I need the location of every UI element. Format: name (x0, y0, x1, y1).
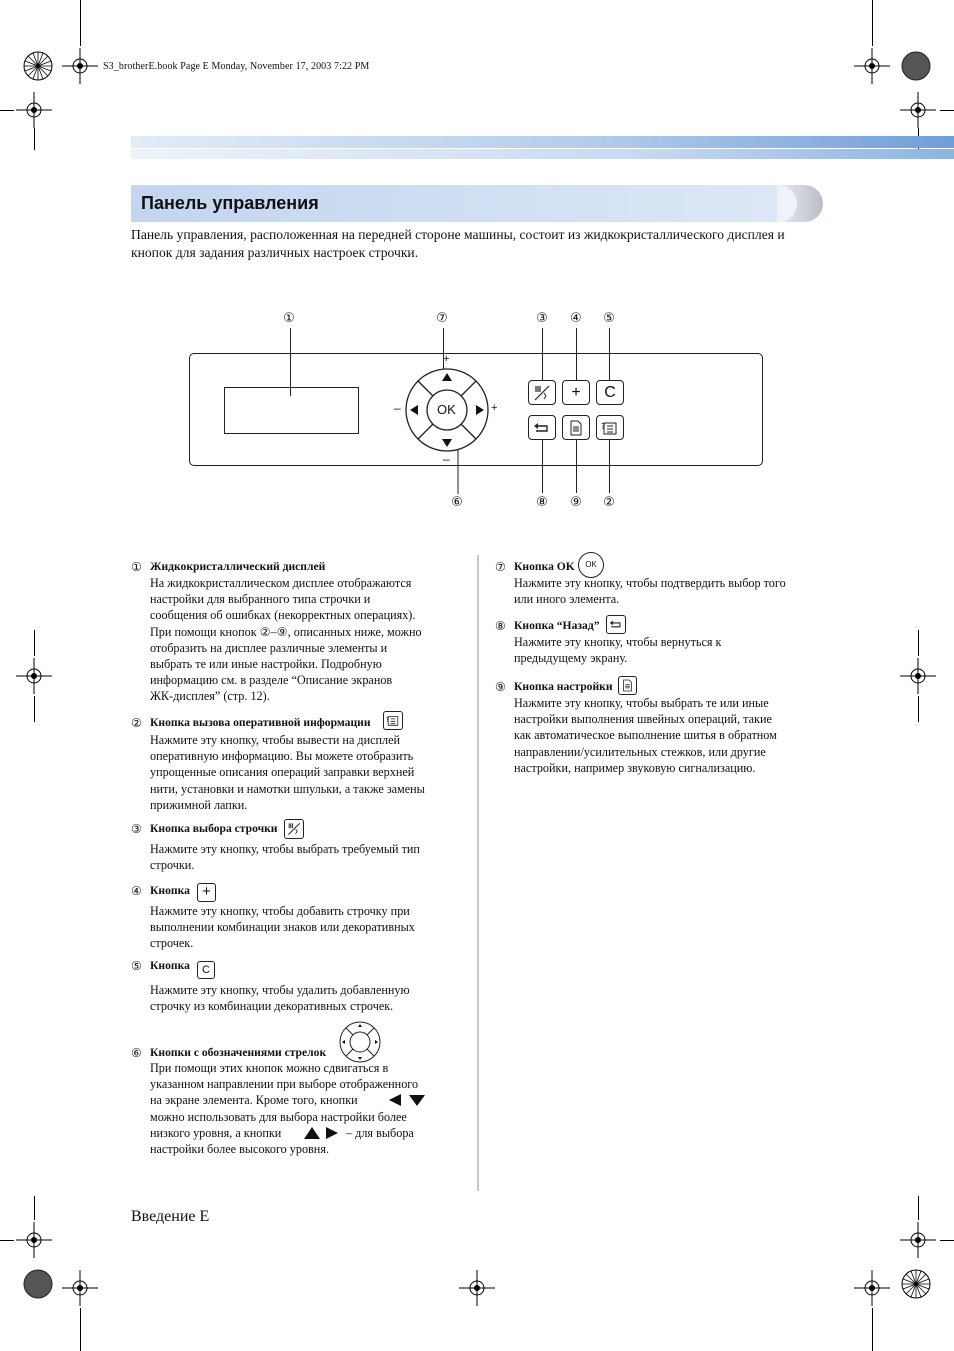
clear-key-icon: C (197, 961, 215, 979)
item-title: Кнопка (150, 884, 190, 897)
up-right-arrows-icon (303, 1126, 343, 1140)
back-key-icon (606, 615, 626, 634)
item-text-line: указанном направлении при выборе отображенного (150, 1077, 419, 1092)
file-info-line: S3_brotherE.book Page E Monday, November 17, 2003 7:22 PM (103, 61, 370, 72)
callout-7: ⑦ (436, 311, 448, 326)
callout-5: ⑤ (603, 311, 615, 326)
lcd-display (224, 387, 359, 434)
leader-line (576, 328, 577, 381)
item-number: ⑦ (495, 560, 506, 574)
item-number: ① (131, 560, 142, 574)
item-title: Кнопка выбора строчки (150, 822, 278, 835)
crop-line (940, 1240, 954, 1241)
item-number: ⑨ (495, 680, 506, 694)
item-text-line (150, 1125, 418, 1141)
item-text: Нажмите эту кнопку, чтобы выбрать те или иные настройки выполнения швейных операций, такие как автоматическое выполнение шитья в обратном направлении/усилительных стежков, или другие настройки, например звуковую сигнализацию. (514, 696, 777, 775)
item-text: Нажмите эту кнопку, чтобы удалить добавленную строчку из комбинации декоративных строчек. (150, 983, 410, 1014)
item-text-line: При помощи этих кнопок можно сдвигаться в (150, 1061, 389, 1075)
item-number: ② (131, 716, 142, 730)
item-3-stitch-select (131, 821, 471, 877)
item-text-line: можно использовать для выбора настройки более (150, 1109, 407, 1124)
settings-sheet-icon (569, 420, 583, 436)
stitch-select-key[interactable] (528, 380, 556, 405)
page-footer: Введение E (131, 1208, 210, 1225)
leader-line (609, 328, 610, 381)
intro-paragraph: Панель управления, расположенная на передней стороне машины, состоит из жидкокристаллического дисплея и кнопок для задания различных настроек строчки. (131, 227, 785, 260)
help-key-icon (383, 711, 403, 730)
item-text-fragment: на экране элемента. Кроме того, кнопки (150, 1093, 358, 1108)
clear-key[interactable]: C (596, 380, 624, 405)
crop-line (872, 0, 873, 46)
item-2-help (131, 715, 471, 815)
callout-6: ⑥ (451, 495, 463, 510)
print-gray-dot-mark (900, 50, 932, 82)
item-title: Кнопки с обозначениями стрелок (150, 1046, 327, 1059)
plus-level-top: + (443, 353, 450, 365)
section-title-bar (131, 185, 823, 222)
svg-text:?: ? (385, 715, 390, 724)
item-number: ③ (131, 822, 142, 836)
crop-line (940, 110, 954, 111)
stitch-pattern-icon (532, 383, 552, 403)
item-1-lcd (131, 559, 471, 709)
stitch-select-key-icon (284, 819, 304, 839)
item-text: Нажмите эту кнопку, чтобы подтвердить выбор того или иного элемента. (514, 576, 786, 607)
crop-line (918, 630, 919, 656)
item-6-arrows (131, 1020, 476, 1160)
minus-level-bottom: – (443, 452, 450, 466)
return-arrow-icon (533, 421, 551, 435)
crop-line (34, 630, 35, 656)
add-key-icon: + (197, 883, 216, 902)
crop-line (80, 1308, 81, 1351)
settings-key[interactable] (562, 415, 590, 440)
item-text-fragment: низкого уровня, а кнопки (150, 1125, 282, 1140)
leader-line (290, 328, 291, 396)
leader-line (576, 440, 577, 493)
crop-line (34, 696, 35, 722)
item-number: ④ (131, 884, 142, 898)
section-title: Панель управления (141, 193, 319, 213)
item-5-clear (131, 958, 471, 1018)
item-number: ⑤ (131, 959, 142, 973)
minus-level-left: – (394, 401, 401, 415)
crosshair-mark (459, 1270, 495, 1306)
item-8-back (495, 618, 835, 674)
ok-key-label: OK (437, 402, 456, 417)
item-text: Нажмите эту кнопку, чтобы вернуться к предыдущему экрану. (514, 635, 722, 666)
crosshair-mark (16, 92, 52, 128)
crop-line (34, 128, 35, 150)
settings-key-icon (618, 676, 637, 695)
crop-line (80, 0, 81, 46)
leader-line (609, 440, 610, 493)
crosshair-mark (62, 1270, 98, 1306)
crop-line (0, 110, 14, 111)
item-4-add (131, 883, 471, 953)
crop-line (918, 1196, 919, 1220)
ok-key-icon: OK (578, 552, 604, 578)
crosshair-mark (854, 1270, 890, 1306)
item-title: Жидкокристаллический дисплей (150, 560, 326, 573)
item-text: Нажмите эту кнопку, чтобы добавить строчку при выполнении комбинации знаков или декоративных строчек. (150, 904, 415, 951)
callout-8: ⑧ (536, 495, 548, 510)
item-number: ⑥ (131, 1046, 142, 1060)
crosshair-mark (900, 658, 936, 694)
item-text: Нажмите эту кнопку, чтобы вывести на дисплей оперативную информацию. Вы можете отобразить упрощенные описания операций заправки верхней нити, установки и намотки шпульки, а также замены прижимной лапки. (150, 733, 425, 812)
callout-4: ④ (570, 311, 582, 326)
callout-9: ⑨ (570, 495, 582, 510)
crop-line (918, 696, 919, 722)
item-text-line: настройки более высокого уровня. (150, 1142, 329, 1157)
print-starburst-mark (22, 50, 54, 82)
plus-level-right: + (491, 402, 498, 414)
column-separator (477, 555, 479, 1191)
crosshair-mark (854, 48, 890, 84)
crosshair-mark (16, 1222, 52, 1258)
item-9-settings (495, 679, 835, 779)
callout-2: ② (603, 495, 615, 510)
crosshair-mark (900, 1222, 936, 1258)
item-text: На жидкокристаллическом дисплее отображаются настройки для выбранного типа строчки и сообщения об ошибках (некорректных операциях). При помощи кнопок ②–⑨, описанных ниже, можно отобразить на дисплее различные элементы и выбрать те или иные настройки. Подробную информацию см. в разделе “Описание экранов ЖК-дисплея” (стр. 12). (150, 576, 422, 704)
leader-line (542, 440, 543, 493)
crosshair-mark (900, 92, 936, 128)
item-title: Кнопка “Назад” (514, 619, 600, 632)
item-title: Кнопка настройки (514, 680, 613, 693)
crop-line (872, 1308, 873, 1351)
back-key[interactable] (528, 415, 556, 440)
item-text-line (150, 1092, 418, 1108)
item-text-fragment: – для выбора (346, 1125, 414, 1140)
print-starburst-mark (900, 1268, 932, 1300)
callout-1: ① (283, 311, 295, 326)
crop-line (34, 1196, 35, 1220)
item-title: Кнопка OK (514, 560, 575, 573)
crosshair-mark (62, 48, 98, 84)
item-title: Кнопка вызова оперативной информации (150, 716, 371, 729)
item-number: ⑧ (495, 619, 506, 633)
add-key[interactable]: + (562, 380, 590, 405)
callout-3: ③ (536, 311, 548, 326)
item-text: Нажмите эту кнопку, чтобы выбрать требуемый тип строчки. (150, 842, 420, 873)
help-key[interactable] (596, 415, 624, 440)
header-band (131, 149, 954, 159)
crosshair-mark (16, 658, 52, 694)
svg-text:?: ? (601, 421, 606, 431)
help-book-icon (600, 420, 620, 436)
header-band (131, 136, 954, 148)
item-text (150, 1060, 418, 1157)
item-7-ok (495, 559, 835, 615)
crop-line (0, 1240, 14, 1241)
arrow-cluster-icon (336, 1020, 384, 1064)
left-down-arrows-icon (388, 1093, 428, 1107)
print-gray-dot-mark (22, 1268, 54, 1300)
item-title: Кнопка (150, 959, 190, 972)
